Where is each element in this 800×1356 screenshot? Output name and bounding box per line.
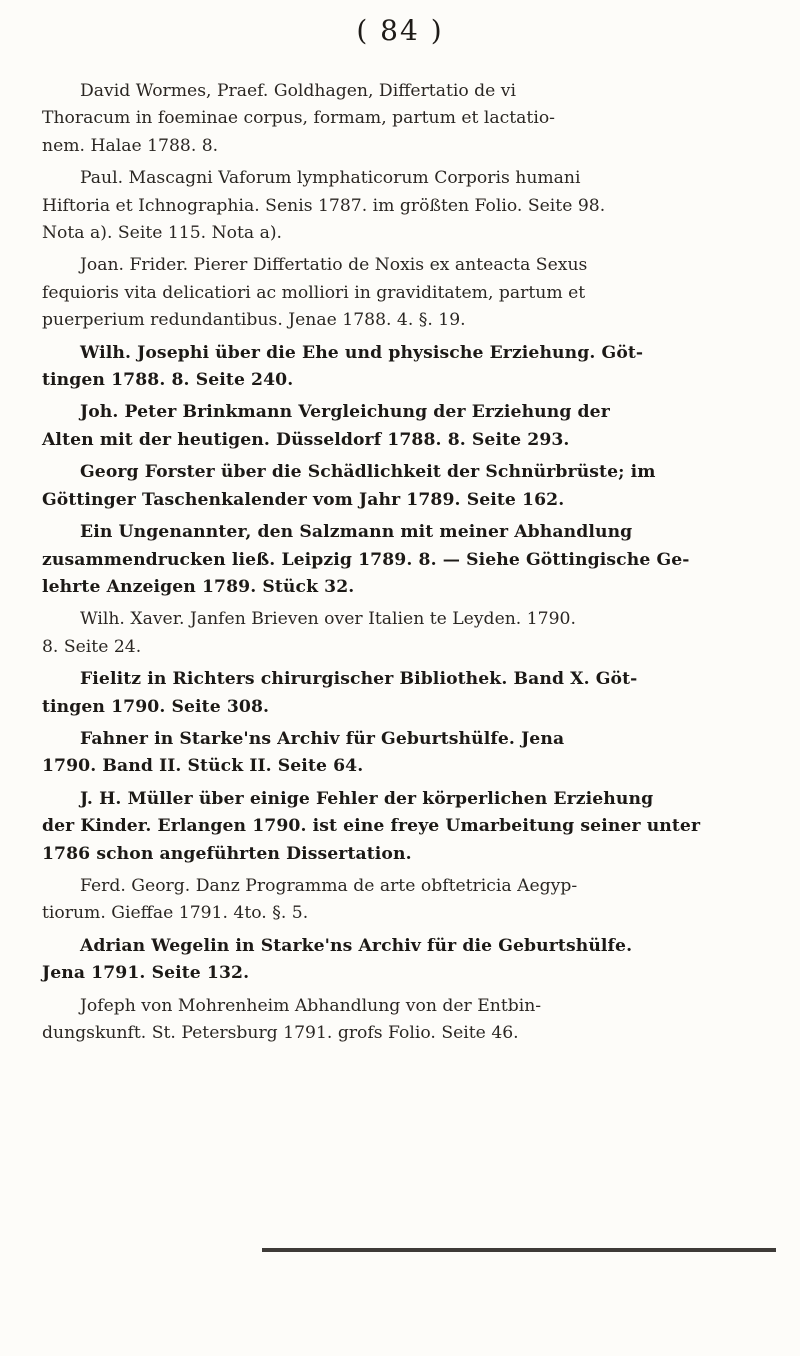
bibliography-entry: [42, 399, 772, 454]
entry-line: der Kinder. Erlangen 1790. ist eine freye Umarbeitung seiner unter: [42, 816, 701, 837]
entry-line: Joh. Peter Brinkmann Vergleichung der Erziehung der: [80, 402, 610, 423]
bibliography-entry: [42, 252, 772, 334]
bibliography-entry: [42, 933, 772, 988]
entry-line: Joan. Frider. Pierer Differtatio de Noxis ex anteacta Sexus: [80, 255, 588, 276]
bibliography-entry: [42, 606, 772, 661]
entry-line: nem. Halae 1788. 8.: [42, 135, 219, 156]
bibliography-entry: [42, 459, 772, 514]
entry-line: Fielitz in Richters chirurgischer Bibliothek. Band X. Göt-: [80, 669, 638, 690]
entry-line: Jena 1791. Seite 132.: [42, 963, 250, 984]
entry-line: Georg Forster über die Schädlichkeit der Schnürbrüste; im: [80, 462, 656, 483]
entry-line: Fahner in Starke'ns Archiv für Geburtshülfe. Jena: [80, 728, 565, 749]
entry-line: 8. Seite 24.: [42, 636, 142, 657]
entry-line: lehrte Anzeigen 1789. Stück 32.: [42, 576, 355, 597]
bottom-rule: [262, 1248, 776, 1252]
entry-line: Wilh. Josephi über die Ehe und physische Erziehung. Göt-: [80, 342, 644, 363]
entry-line: zusammendrucken ließ. Leipzig 1789. 8. — Siehe Göttingische Ge-: [42, 549, 690, 570]
entry-line: 1790. Band II. Stück II. Seite 64.: [42, 756, 364, 777]
entry-line: tiorum. Gieffae 1791. 4to. §. 5.: [42, 903, 309, 924]
bibliography-entry: [42, 78, 772, 160]
bibliography-list: [42, 78, 772, 1052]
entry-line: Ein Ungenannter, den Salzmann mit meiner Abhandlung: [80, 522, 633, 543]
bibliography-entry: [42, 519, 772, 601]
entry-line: Alten mit der heutigen. Düsseldorf 1788. 8. Seite 293.: [42, 429, 570, 450]
entry-line: 1786 schon angeführten Dissertation.: [42, 843, 412, 864]
bibliography-entry: [42, 666, 772, 721]
entry-line: Jofeph von Mohrenheim Abhandlung von der Entbin-: [80, 995, 542, 1016]
entry-line: Paul. Mascagni Vaforum lymphaticorum Corporis humani: [80, 168, 581, 189]
entry-line: puerperium redundantibus. Jenae 1788. 4. §. 19.: [42, 310, 466, 331]
entry-line: Wilh. Xaver. Janfen Brieven over Italien te Leyden. 1790.: [80, 609, 576, 630]
entry-line: Nota a). Seite 115. Nota a).: [42, 223, 283, 244]
entry-line: J. H. Müller über einige Fehler der körperlichen Erziehung: [80, 788, 654, 809]
page-number: ( 84 ): [356, 14, 444, 47]
entry-line: David Wormes, Praef. Goldhagen, Differtatio de vi: [80, 81, 517, 101]
entry-line: dungskunft. St. Petersburg 1791. grofs Folio. Seite 46.: [42, 1023, 519, 1043]
entry-line: Ferd. Georg. Danz Programma de arte obftetricia Aegyp-: [80, 875, 578, 896]
entry-line: Thoracum in foeminae corpus, formam, partum et lactatio-: [42, 108, 555, 129]
bibliography-entry: [42, 726, 772, 781]
bibliography-entry: [42, 873, 772, 928]
bibliography-entry: [42, 786, 772, 868]
entry-line: Adrian Wegelin in Starke'ns Archiv für die Geburtshülfe.: [80, 935, 633, 956]
bibliography-entry: [42, 340, 772, 395]
entry-line: Göttinger Taschenkalender vom Jahr 1789. Seite 162.: [42, 489, 565, 510]
entry-line: Hiftoria et Ichnographia. Senis 1787. im größten Folio. Seite 98.: [42, 195, 606, 216]
entry-line: tingen 1790. Seite 308.: [42, 696, 270, 717]
entry-line: fequioris vita delicatiori ac molliori in graviditatem, partum et: [42, 282, 586, 303]
bibliography-entry: [42, 165, 772, 247]
bibliography-entry: [42, 993, 772, 1048]
entry-line: tingen 1788. 8. Seite 240.: [42, 370, 294, 391]
